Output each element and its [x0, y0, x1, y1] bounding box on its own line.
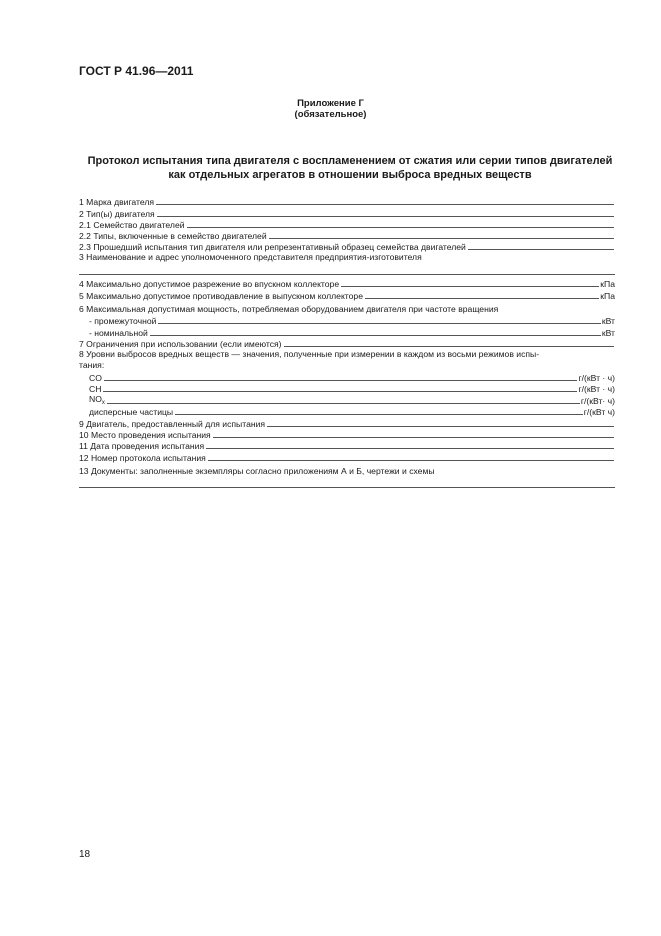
fill-line-manufacturer-rep[interactable]	[79, 264, 615, 275]
field-label: 5 Максимально допустимое противодавление в выпускном коллекторе	[79, 290, 363, 301]
field-label: $NO_x$	[89, 394, 105, 407]
unit-label: кПа	[600, 290, 615, 301]
field-test-date	[79, 440, 615, 451]
page-number: 18	[79, 849, 91, 860]
fill-line[interactable]	[269, 238, 614, 239]
field-label: CO	[89, 372, 102, 383]
fill-line[interactable]	[150, 335, 601, 336]
field-label: 4 Максимально допустимое разрежение во впускном коллекторе	[79, 279, 340, 290]
field-engine-types	[79, 207, 615, 218]
protocol-title	[60, 155, 640, 182]
fill-line[interactable]	[341, 286, 599, 287]
field-family-types	[79, 230, 615, 241]
field-protocol-number	[79, 451, 615, 462]
protocol-form	[79, 196, 615, 488]
field-intake-depression	[79, 278, 615, 289]
fill-line[interactable]	[365, 298, 599, 299]
field-engine-family	[79, 219, 615, 230]
field-label: 2.1 Семейство двигателей	[79, 219, 185, 230]
field-ch	[79, 383, 615, 394]
unit-label: кВт	[601, 316, 615, 327]
protocol-title-line1: Протокол испытания типа двигателя с воспламенением от сжатия или серии типов двигателей	[87, 155, 613, 167]
fill-line[interactable]	[468, 249, 614, 250]
field-power-rated	[79, 326, 615, 337]
unit-label: г/(кВт· ч)	[580, 396, 615, 407]
fill-line[interactable]	[103, 391, 577, 392]
field-label: дисперсные частицы	[89, 407, 174, 418]
field-label: 2.3 Прошедший испытания тип двигателя или репрезентативный образец семейства двигателей	[79, 242, 466, 253]
field-documents-label: 13 Документы: заполненные экземпляры согласно приложениям А и Б, чертежи и схемы	[79, 465, 435, 476]
fill-line[interactable]	[284, 346, 614, 347]
annex-heading	[0, 98, 661, 120]
protocol-title-line2: как отдельных агрегатов в отношении выброса вредных веществ	[168, 168, 532, 181]
field-label: CH	[89, 384, 102, 395]
fill-line[interactable]	[206, 448, 614, 449]
document-code: ГОСТ Р 41.96—2011	[79, 64, 194, 78]
fill-line[interactable]	[156, 204, 614, 205]
field-engine-submitted	[79, 417, 615, 428]
field-label: 10 Место проведения испытания	[79, 429, 211, 440]
fill-line[interactable]	[158, 323, 600, 324]
field-test-location	[79, 429, 615, 440]
unit-label: г/(кВт · ч)	[578, 384, 615, 395]
unit-label: г/(кВт ч)	[583, 407, 615, 418]
field-co	[79, 371, 615, 382]
field-nox	[79, 394, 615, 406]
field-label: 11 Дата проведения испытания	[79, 441, 205, 452]
field-label: - номинальной	[89, 327, 148, 338]
fill-line[interactable]	[107, 403, 580, 404]
field-restrictions	[79, 338, 615, 349]
field-emissions-label-1: 8 Уровни выбросов вредных веществ — значения, полученные при измерении в каждом из восьми режимов испы-	[79, 348, 540, 359]
field-label: 7 Ограничения при использовании (если имеются)	[79, 338, 282, 349]
fill-line-documents[interactable]	[79, 477, 615, 488]
fill-line[interactable]	[157, 216, 614, 217]
field-emissions-label-2: тания:	[79, 360, 105, 371]
field-label: 1 Марка двигателя	[79, 197, 155, 208]
field-label: 2 Тип(ы) двигателя	[79, 208, 155, 219]
fill-line[interactable]	[208, 460, 614, 461]
fill-line[interactable]	[187, 227, 614, 228]
field-engine-brand	[79, 196, 615, 207]
field-tested-type	[79, 241, 615, 252]
field-label: 2.2 Типы, включенные в семейство двигателей	[79, 231, 267, 242]
field-manufacturer-rep-label: 3 Наименование и адрес уполномоченного представителя предприятия-изготовителя	[79, 252, 422, 263]
field-label: - промежуточной	[89, 316, 157, 327]
annex-status: (обязательное)	[294, 109, 367, 120]
fill-line[interactable]	[104, 380, 578, 381]
field-max-power-label: 6 Максимальная допустимая мощность, потребляемая оборудованием двигателя при частоте вращения	[79, 303, 499, 314]
annex-title: Приложение Г	[297, 98, 364, 109]
field-label: 9 Двигатель, предоставленный для испытания	[79, 418, 266, 429]
field-label: 12 Номер протокола испытания	[79, 452, 206, 463]
field-power-intermediate	[79, 315, 615, 326]
unit-label: кПа	[600, 279, 615, 290]
unit-label: кВт	[601, 327, 615, 338]
field-particulates	[79, 406, 615, 417]
field-exhaust-backpressure	[79, 289, 615, 300]
fill-line[interactable]	[267, 426, 614, 427]
fill-line[interactable]	[175, 414, 583, 415]
unit-label: г/(кВт · ч)	[578, 372, 615, 383]
fill-line[interactable]	[213, 437, 614, 438]
